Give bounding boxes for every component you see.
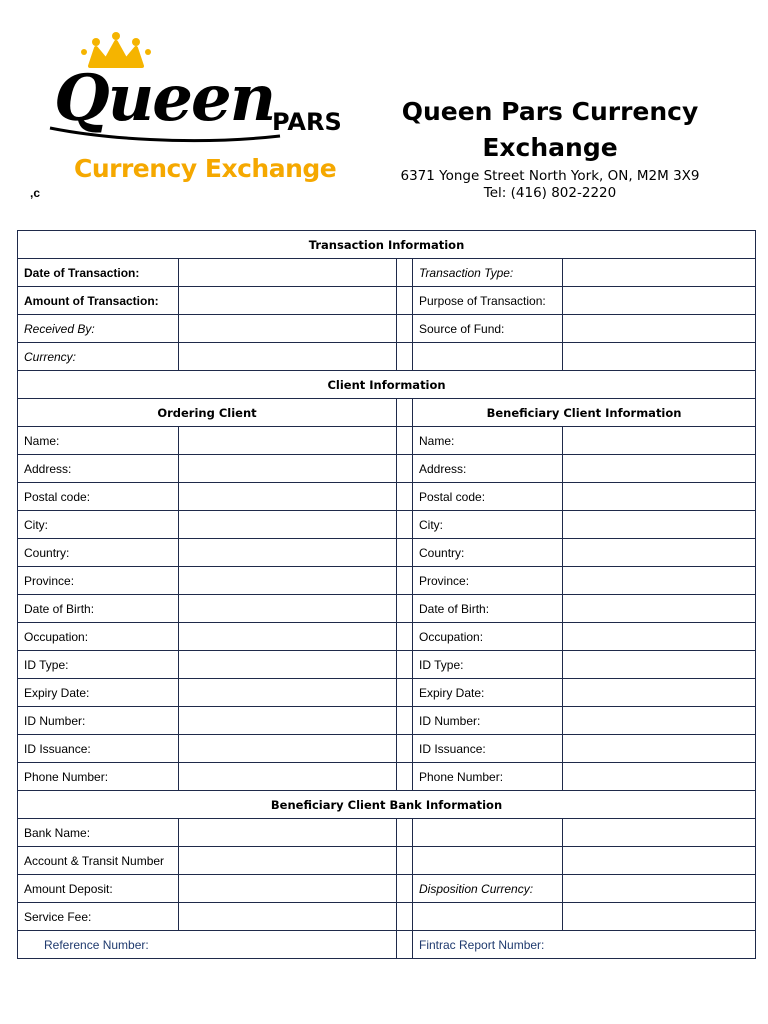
client-row xyxy=(18,707,756,735)
fintrac-report-number-field[interactable]: Fintrac Report Number: xyxy=(413,931,756,959)
amount-deposit-field[interactable] xyxy=(179,875,397,903)
beneficiary-name-label: Name: xyxy=(413,427,563,455)
received-by-field[interactable] xyxy=(179,315,397,343)
blank-field-cell[interactable] xyxy=(563,903,756,931)
ordering-id-type-field[interactable] xyxy=(179,651,397,679)
client-row xyxy=(18,679,756,707)
client-row xyxy=(18,483,756,511)
ordering-id-issuance-label: ID Issuance: xyxy=(18,735,179,763)
amount-deposit-label: Amount Deposit: xyxy=(18,875,179,903)
company-address: 6371 Yonge Street North York, ON, M2M 3X9 xyxy=(400,168,700,184)
spacer-cell xyxy=(397,735,413,763)
bank-name-field[interactable] xyxy=(179,819,397,847)
beneficiary-occupation-field[interactable] xyxy=(563,623,756,651)
company-title: Queen Pars Currency Exchange xyxy=(401,97,699,162)
client-row xyxy=(18,763,756,791)
currency-field[interactable] xyxy=(179,343,397,371)
beneficiary-occupation-label: Occupation: xyxy=(413,623,563,651)
logo-brand: Queen xyxy=(54,61,275,136)
ordering-client-heading: Ordering Client xyxy=(18,399,397,427)
client-row xyxy=(18,567,756,595)
company-logo xyxy=(40,28,350,198)
beneficiary-id-type-label: ID Type: xyxy=(413,651,563,679)
stray-mark: ,c xyxy=(30,186,41,200)
spacer-cell xyxy=(397,455,413,483)
blank-label-cell[interactable] xyxy=(413,903,563,931)
spacer-cell xyxy=(397,651,413,679)
account-transit-field[interactable] xyxy=(179,847,397,875)
spacer-cell xyxy=(397,707,413,735)
beneficiary-expiry-date-field[interactable] xyxy=(563,679,756,707)
ordering-city-label: City: xyxy=(18,511,179,539)
blank-field-cell[interactable] xyxy=(563,847,756,875)
client-row xyxy=(18,595,756,623)
beneficiary-phone-number-field[interactable] xyxy=(563,763,756,791)
transaction-type-label: Transaction Type: xyxy=(413,259,563,287)
bank-section-heading: Beneficiary Client Bank Information xyxy=(18,791,756,819)
spacer-cell xyxy=(397,511,413,539)
ordering-province-field[interactable] xyxy=(179,567,397,595)
currency-label: Currency: xyxy=(18,343,179,371)
beneficiary-country-field[interactable] xyxy=(563,539,756,567)
client-section-heading: Client Information xyxy=(18,371,756,399)
ordering-address-field[interactable] xyxy=(179,455,397,483)
spacer-cell xyxy=(397,287,413,315)
ordering-date-of-birth-label: Date of Birth: xyxy=(18,595,179,623)
beneficiary-id-issuance-field[interactable] xyxy=(563,735,756,763)
spacer-cell xyxy=(397,931,413,959)
client-row xyxy=(18,623,756,651)
spacer-cell xyxy=(397,903,413,931)
company-phone: Tel: (416) 802-2220 xyxy=(483,185,617,201)
source-of-fund-field[interactable] xyxy=(563,315,756,343)
ordering-name-label: Name: xyxy=(18,427,179,455)
logo-brand-suffix: PARS xyxy=(272,108,342,136)
spacer-cell xyxy=(397,427,413,455)
beneficiary-date-of-birth-label: Date of Birth: xyxy=(413,595,563,623)
spacer-cell xyxy=(397,315,413,343)
spacer-cell xyxy=(397,343,413,371)
ordering-country-label: Country: xyxy=(18,539,179,567)
transaction-section-heading: Transaction Information xyxy=(18,231,756,259)
received-by-label: Received By: xyxy=(18,315,179,343)
ordering-id-issuance-field[interactable] xyxy=(179,735,397,763)
spacer-cell xyxy=(397,399,413,427)
logo-tagline: Currency Exchange xyxy=(74,154,337,183)
beneficiary-expiry-date-label: Expiry Date: xyxy=(413,679,563,707)
disposition-currency-label: Disposition Currency: xyxy=(413,875,563,903)
beneficiary-postal-code-field[interactable] xyxy=(563,483,756,511)
beneficiary-id-number-label: ID Number: xyxy=(413,707,563,735)
disposition-currency-field[interactable] xyxy=(563,875,756,903)
beneficiary-id-issuance-label: ID Issuance: xyxy=(413,735,563,763)
beneficiary-phone-number-label: Phone Number: xyxy=(413,763,563,791)
blank-label-cell[interactable] xyxy=(413,847,563,875)
ordering-occupation-label: Occupation: xyxy=(18,623,179,651)
beneficiary-city-field[interactable] xyxy=(563,511,756,539)
ordering-phone-number-label: Phone Number: xyxy=(18,763,179,791)
ordering-province-label: Province: xyxy=(18,567,179,595)
account-transit-label: Account & Transit Number xyxy=(18,847,179,875)
ordering-id-type-label: ID Type: xyxy=(18,651,179,679)
blank-label-cell[interactable] xyxy=(413,343,563,371)
blank-label-cell[interactable] xyxy=(413,819,563,847)
ordering-expiry-date-field[interactable] xyxy=(179,679,397,707)
bank-name-label: Bank Name: xyxy=(18,819,179,847)
beneficiary-id-type-field[interactable] xyxy=(563,651,756,679)
beneficiary-province-label: Province: xyxy=(413,567,563,595)
ordering-address-label: Address: xyxy=(18,455,179,483)
ordering-id-number-label: ID Number: xyxy=(18,707,179,735)
client-row xyxy=(18,455,756,483)
client-row xyxy=(18,539,756,567)
amount-of-transaction-field[interactable] xyxy=(179,287,397,315)
ordering-postal-code-field[interactable] xyxy=(179,483,397,511)
beneficiary-city-label: City: xyxy=(413,511,563,539)
client-row xyxy=(18,511,756,539)
blank-field-cell[interactable] xyxy=(563,343,756,371)
ordering-city-field[interactable] xyxy=(179,511,397,539)
purpose-of-transaction-label: Purpose of Transaction: xyxy=(413,287,563,315)
service-fee-label: Service Fee: xyxy=(18,903,179,931)
beneficiary-postal-code-label: Postal code: xyxy=(413,483,563,511)
amount-of-transaction-label: Amount of Transaction: xyxy=(18,287,179,315)
spacer-cell xyxy=(397,679,413,707)
beneficiary-name-field[interactable] xyxy=(563,427,756,455)
client-row xyxy=(18,735,756,763)
spacer-cell xyxy=(397,875,413,903)
beneficiary-address-field[interactable] xyxy=(563,455,756,483)
spacer-cell xyxy=(397,483,413,511)
beneficiary-address-label: Address: xyxy=(413,455,563,483)
blank-field-cell[interactable] xyxy=(563,819,756,847)
beneficiary-client-heading: Beneficiary Client Information xyxy=(413,399,756,427)
spacer-cell xyxy=(397,763,413,791)
spacer-cell xyxy=(397,259,413,287)
transaction-type-field[interactable] xyxy=(563,259,756,287)
beneficiary-country-label: Country: xyxy=(413,539,563,567)
transaction-form xyxy=(17,230,756,959)
beneficiary-province-field[interactable] xyxy=(563,567,756,595)
reference-number-field[interactable]: Reference Number: xyxy=(18,931,397,959)
ordering-id-number-field[interactable] xyxy=(179,707,397,735)
ordering-name-field[interactable] xyxy=(179,427,397,455)
purpose-of-transaction-field[interactable] xyxy=(563,287,756,315)
ordering-date-of-birth-field[interactable] xyxy=(179,595,397,623)
source-of-fund-label: Source of Fund: xyxy=(413,315,563,343)
ordering-postal-code-label: Postal code: xyxy=(18,483,179,511)
client-row xyxy=(18,651,756,679)
spacer-cell xyxy=(397,623,413,651)
spacer-cell xyxy=(397,567,413,595)
ordering-country-field[interactable] xyxy=(179,539,397,567)
client-row xyxy=(18,427,756,455)
spacer-cell xyxy=(397,847,413,875)
spacer-cell xyxy=(397,595,413,623)
date-of-transaction-label: Date of Transaction: xyxy=(18,259,179,287)
service-fee-field[interactable] xyxy=(179,903,397,931)
ordering-expiry-date-label: Expiry Date: xyxy=(18,679,179,707)
beneficiary-id-number-field[interactable] xyxy=(563,707,756,735)
date-of-transaction-field[interactable] xyxy=(179,259,397,287)
spacer-cell xyxy=(397,539,413,567)
ordering-phone-number-field[interactable] xyxy=(179,763,397,791)
spacer-cell xyxy=(397,819,413,847)
beneficiary-date-of-birth-field[interactable] xyxy=(563,595,756,623)
ordering-occupation-field[interactable] xyxy=(179,623,397,651)
client-rows xyxy=(18,427,756,791)
